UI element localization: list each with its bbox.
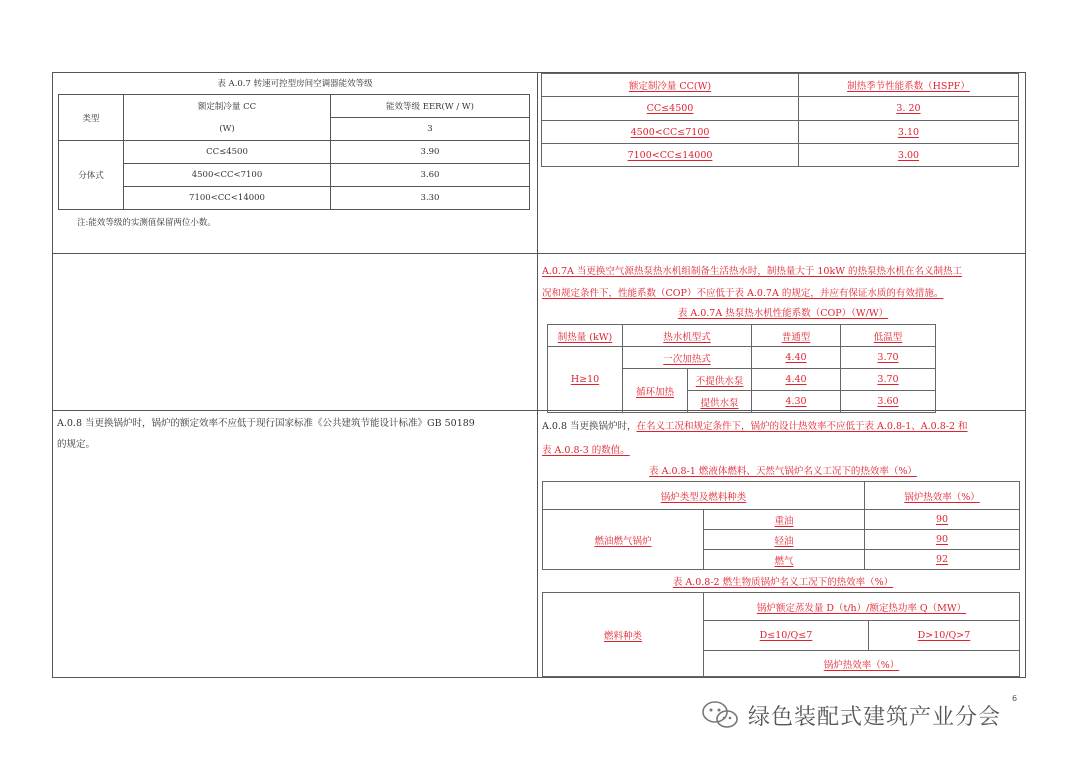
table-cell: 3.90 (331, 141, 530, 164)
table-cell: 燃气 (704, 550, 865, 570)
boiler-table-2 (542, 592, 1020, 677)
hspf-table (541, 73, 1019, 167)
clause-a08-line2: 的规定。 (57, 439, 96, 450)
table-cell: 3.10 (799, 121, 1019, 144)
watermark-text: 绿色装配式建筑产业分会 (748, 705, 1002, 730)
header-cc: 额定制冷量 CC(W) (542, 74, 799, 97)
table-cell: 4500<CC≤7100 (542, 121, 799, 144)
clause-a08-new-line2: 表 A.0.8-3 的数值。 (542, 445, 630, 456)
table-cell: 3.60 (331, 164, 530, 187)
header-boiler-type: 锅炉类型及燃料种类 (543, 482, 865, 510)
table-cell: 轻油 (704, 530, 865, 550)
header-fuel-type: 燃料种类 (543, 593, 704, 677)
clause-a08-new-line1 (542, 418, 1024, 432)
table-cell: 3.70 (841, 369, 936, 391)
clause-a07a-line2: 况和规定条件下，性能系数（COP）不应低于表 A.0.7A 的规定，并应有保证水质的有效措施。 (542, 288, 944, 299)
table-cell: D≤10/Q≤7 (704, 621, 869, 651)
boiler-table-2-title: 表 A.0.8-2 燃生物质锅炉名义工况下的热效率（%） (672, 577, 894, 588)
table-note: 注:能效等级的实测值保留两位小数。 (77, 218, 216, 228)
table-cell: 4.40 (752, 369, 841, 391)
table-cell: 7100<CC≤14000 (542, 144, 799, 167)
table-cell: 3.30 (331, 187, 530, 210)
table-cell: D>10/Q>7 (869, 621, 1020, 651)
header-type: 类型 (59, 95, 124, 141)
row-divider-1 (52, 253, 1026, 254)
header-heat: 制热量 (kW) (548, 325, 623, 347)
left-table-title: 表 A.0.7 转速可控型房间空调器能效等级 (217, 79, 373, 89)
column-divider (537, 72, 538, 678)
table-cell: CC≤4500 (542, 97, 799, 121)
table-cell: 不提供水泵 (688, 369, 752, 391)
table-cell: 3.60 (841, 391, 936, 413)
table-cell: 3. 20 (799, 97, 1019, 121)
wechat-icon (700, 697, 740, 733)
header-hspf: 制热季节性能系数（HSPF） (799, 74, 1019, 97)
table-cell: 90 (865, 530, 1020, 550)
group-oil-gas: 燃油燃气锅炉 (543, 510, 704, 570)
clause-a08-line1: A.0.8 当更换锅炉时，锅炉的额定效率不应低于现行国家标准《公共建筑节能设计标准》GB 50189 (57, 418, 475, 429)
header-efficiency: 锅炉热效率（%） (865, 482, 1020, 510)
header-normal: 普通型 (752, 325, 841, 347)
table-cell: 90 (865, 510, 1020, 530)
table-cell: 重油 (704, 510, 865, 530)
header-efficiency: 锅炉热效率（%） (704, 651, 1020, 677)
table-cell: 4.40 (752, 347, 841, 369)
table-cell: 92 (865, 550, 1020, 570)
header-grade: 3 (331, 118, 530, 141)
cop-table-title: 表 A.0.7A 热泵热水机性能系数（COP）（W/W） (677, 308, 889, 319)
boiler-table-1 (542, 481, 1020, 570)
table-cell: CC≤4500 (124, 141, 331, 164)
header-low: 低温型 (841, 325, 936, 347)
header-rated-capacity: 锅炉额定蒸发量 D（t/h）/额定热功率 Q（MW） (704, 593, 1020, 621)
header-unit: (W) (124, 118, 331, 141)
table-cell: 一次加热式 (623, 347, 752, 369)
table-cell: 3.00 (799, 144, 1019, 167)
clause-inserted: 在名义工况和规定条件下，锅炉的设计热效率不应低于表 A.0.8-1、A.0.8-2 和 (636, 421, 968, 432)
boiler-table-1-title: 表 A.0.8-1 燃液体燃料、天然气锅炉名义工况下的热效率（%） (649, 466, 917, 477)
table-cell: 7100<CC<14000 (124, 187, 331, 210)
table-cell: 4500<CC<7100 (124, 164, 331, 187)
table-cell: 3.70 (841, 347, 936, 369)
heat-value: H≥10 (548, 347, 623, 413)
page-number: 6 (1012, 694, 1018, 703)
clause-prefix: A.0.8 当更换锅炉时， (542, 421, 637, 432)
table-cell: 提供水泵 (688, 391, 752, 413)
header-cc: 额定制冷量 CC (124, 95, 331, 118)
air-conditioner-eer-table (58, 94, 530, 210)
group-split: 分体式 (59, 141, 124, 210)
header-eer: 能效等级 EER(W / W) (331, 95, 530, 118)
clause-a07a-line1: A.0.7A 当更换空气源热泵热水机组制备生活热水时，制热量大于 10kW 的热泵热水机在名义制热工 (542, 266, 963, 277)
cop-table (547, 324, 936, 413)
table-cell: 4.30 (752, 391, 841, 413)
cycle-heating: 循环加热 (623, 369, 688, 413)
header-type: 热水机型式 (623, 325, 752, 347)
